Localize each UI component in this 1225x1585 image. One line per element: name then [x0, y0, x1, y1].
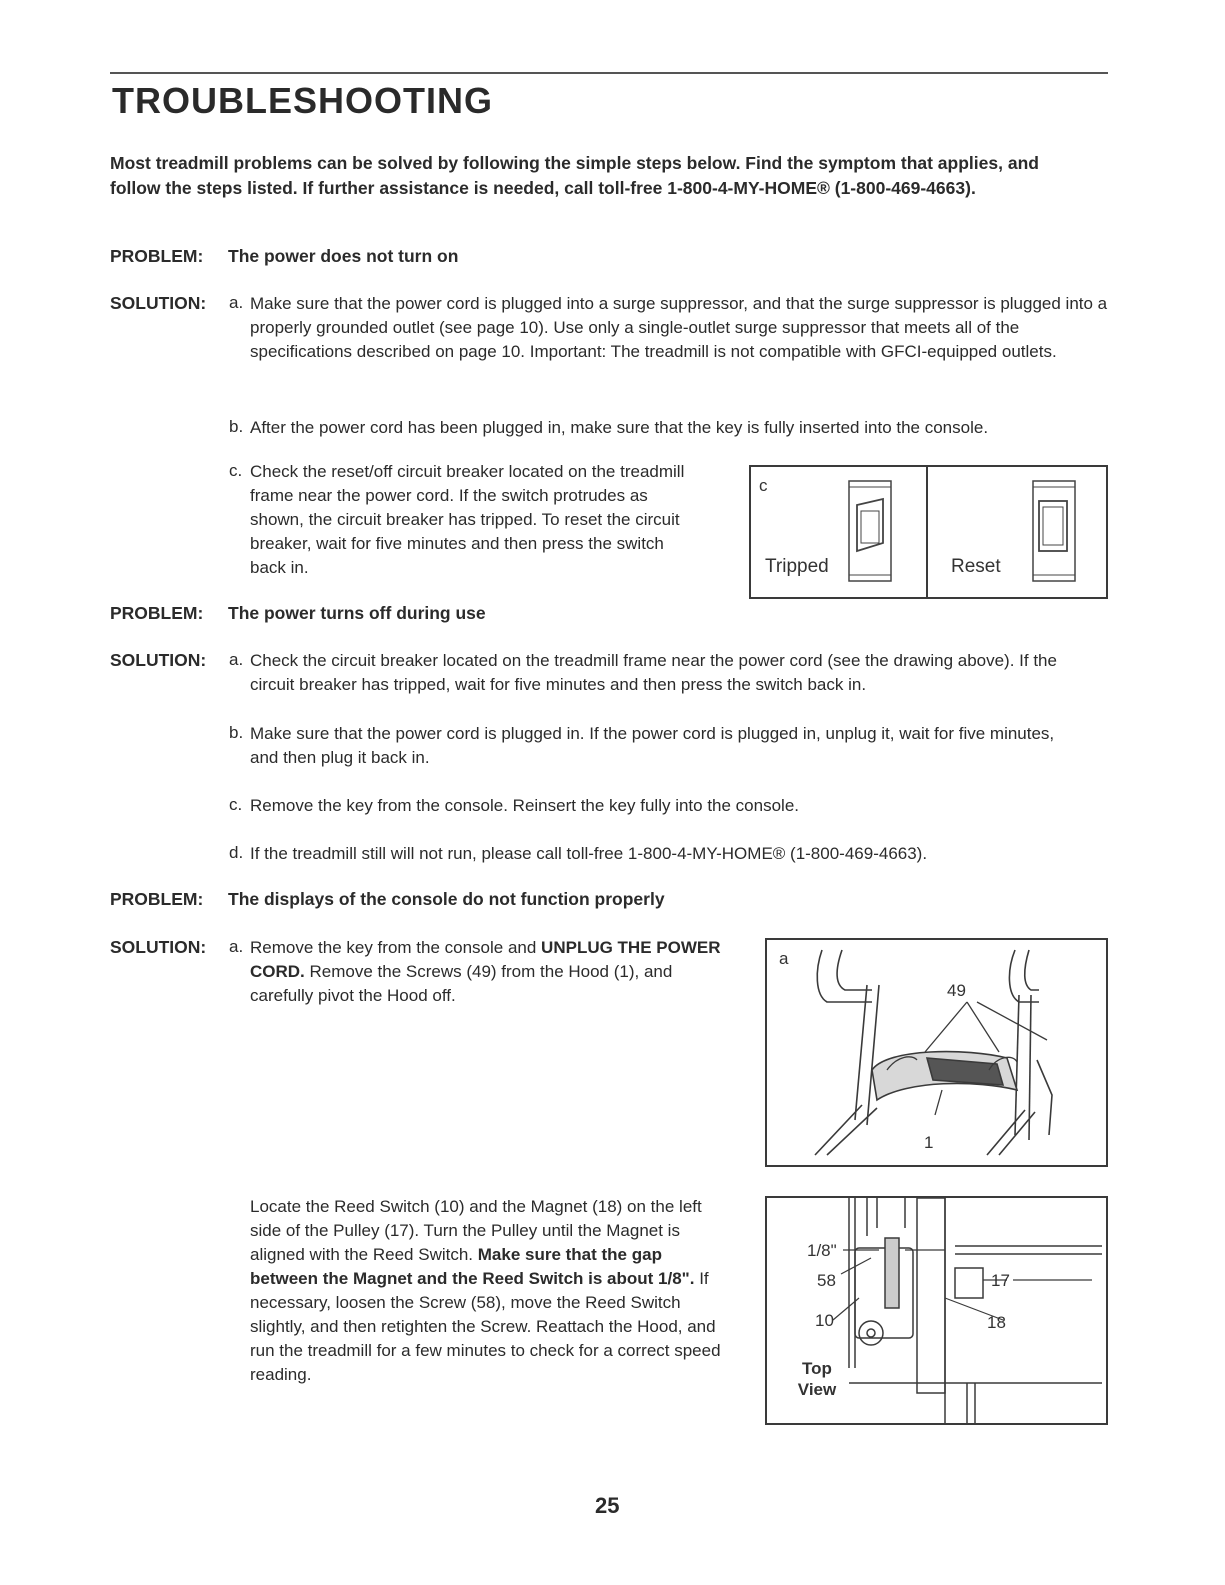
problem-2-step-c: Remove the key from the console. Reinsert the key fully into the console.: [250, 796, 799, 815]
top-rule: [110, 72, 1108, 74]
problem-1-step-a: Make sure that the power cord is plugged into a surge suppressor, and that the surge suppressor is plugged into a properly grounded outlet (see page 10). Use only a single-outlet surge suppressor that meets all of the specifications described on page 10. Important: The treadmill is not compatible with GFCI-equipped outlets.: [250, 294, 1108, 361]
step-letter: a.: [229, 650, 244, 669]
problem-1-step-c: Check the reset/off circuit breaker located on the treadmill frame near the power cord. If the switch protrudes as shown, the circuit breaker has tripped. To reset the circuit breaker, wait for five minutes and then press the switch back in.: [250, 462, 685, 577]
step-text: Locate the Reed Switch (10) and the Magnet (18) on the left side of the Pulley (17). Turn the Pulley until the Magnet is aligned with the Reed Switch.: [250, 1197, 702, 1264]
step-letter: c.: [229, 461, 243, 480]
page-number: 25: [595, 1493, 620, 1518]
problem-2-step-b: Make sure that the power cord is plugged in. If the power cord is plugged in, unplug it, wait for five minutes, and then plug it back in.: [250, 724, 1055, 767]
solution-label: SOLUTION:: [110, 650, 207, 670]
problem-1-heading: [110, 246, 458, 267]
reed-switch-top-view-drawing: [767, 1198, 1106, 1423]
step-text: If necessary, loosen the Screw (58), move the Reed Switch slightly, and then retighten the Screw. Reattach the Hood, and run the treadmill for a few minutes to check for a correct speed reading.: [250, 1269, 721, 1384]
problem-3-step-reed-switch: [250, 1195, 730, 1387]
problem-2-heading: [110, 603, 486, 624]
problem-label: PROBLEM:: [110, 246, 204, 266]
reed-switch-figure: [765, 1196, 1108, 1425]
step-letter: a.: [229, 293, 244, 312]
hood-removal-figure: [765, 938, 1108, 1167]
reed-switch-callout: 10: [815, 1311, 834, 1330]
tripped-label: Tripped: [765, 556, 829, 577]
problem-1-title: The power does not turn on: [228, 246, 459, 266]
pulley-callout: 17: [991, 1271, 1010, 1290]
view-label: Top View: [797, 1359, 837, 1399]
step-letter: a.: [229, 937, 244, 956]
tripped-switch-icon: [849, 481, 891, 581]
circuit-breaker-drawing: [751, 467, 1106, 597]
problem-label: PROBLEM:: [110, 603, 204, 623]
solution-label: SOLUTION:: [110, 293, 207, 313]
figure-letter: a: [779, 949, 789, 968]
problem-3-step-a: [250, 936, 725, 1008]
magnet-callout: 18: [987, 1313, 1006, 1332]
problem-2-step-d: If the treadmill still will not run, please call toll-free 1-800-4-MY-HOME® (1-800-469-4663).: [250, 844, 928, 863]
step-text: Remove the Screws (49) from the Hood (1), and carefully pivot the Hood off.: [250, 962, 673, 1005]
step-letter: c.: [229, 795, 243, 814]
figure-letter: c: [759, 476, 768, 495]
callout-lines: [833, 1250, 1092, 1320]
problem-2-title: The power turns off during use: [228, 603, 486, 623]
problem-3-title: The displays of the console do not function properly: [228, 889, 665, 909]
hood-callout: 1: [924, 1133, 934, 1152]
pulley-assembly-icon: [849, 1198, 1102, 1423]
gap-callout: 1/8": [807, 1241, 837, 1260]
step-emphasis: Make sure that the gap between the Magnet and the Reed Switch is about 1/8".: [250, 1245, 695, 1288]
step-letter: d.: [229, 843, 244, 862]
step-letter: b.: [229, 723, 244, 742]
page-title: TROUBLESHOOTING: [112, 80, 493, 121]
reset-switch-icon: [1033, 481, 1075, 581]
solution-label: SOLUTION:: [110, 937, 207, 957]
problem-3-heading: [110, 889, 665, 910]
intro-paragraph: Most treadmill problems can be solved by following the simple steps below. Find the symptom that applies, and follow the steps listed. If further assistance is needed, call toll-free 1-800-4-MY-HOME® (1-800-469-4663).: [110, 153, 1039, 198]
circuit-breaker-figure: [749, 465, 1108, 599]
screw-callout: 49: [947, 981, 966, 1000]
step-emphasis: UNPLUG THE POWER CORD.: [250, 938, 721, 981]
screw-callout: 58: [817, 1271, 836, 1290]
step-text: Remove the key from the console and: [250, 938, 542, 957]
step-letter: b.: [229, 417, 244, 436]
problem-label: PROBLEM:: [110, 889, 204, 909]
reset-label: Reset: [951, 556, 1001, 577]
problem-1-step-b: After the power cord has been plugged in, make sure that the key is fully inserted into the console.: [250, 418, 989, 437]
handrail-icon: [817, 950, 1039, 1140]
treadmill-hood-drawing: [767, 940, 1106, 1165]
problem-2-step-a: Check the circuit breaker located on the treadmill frame near the power cord (see the drawing above). If the circuit breaker has tripped, wait for five minutes and then press the switch back in.: [250, 651, 1057, 694]
